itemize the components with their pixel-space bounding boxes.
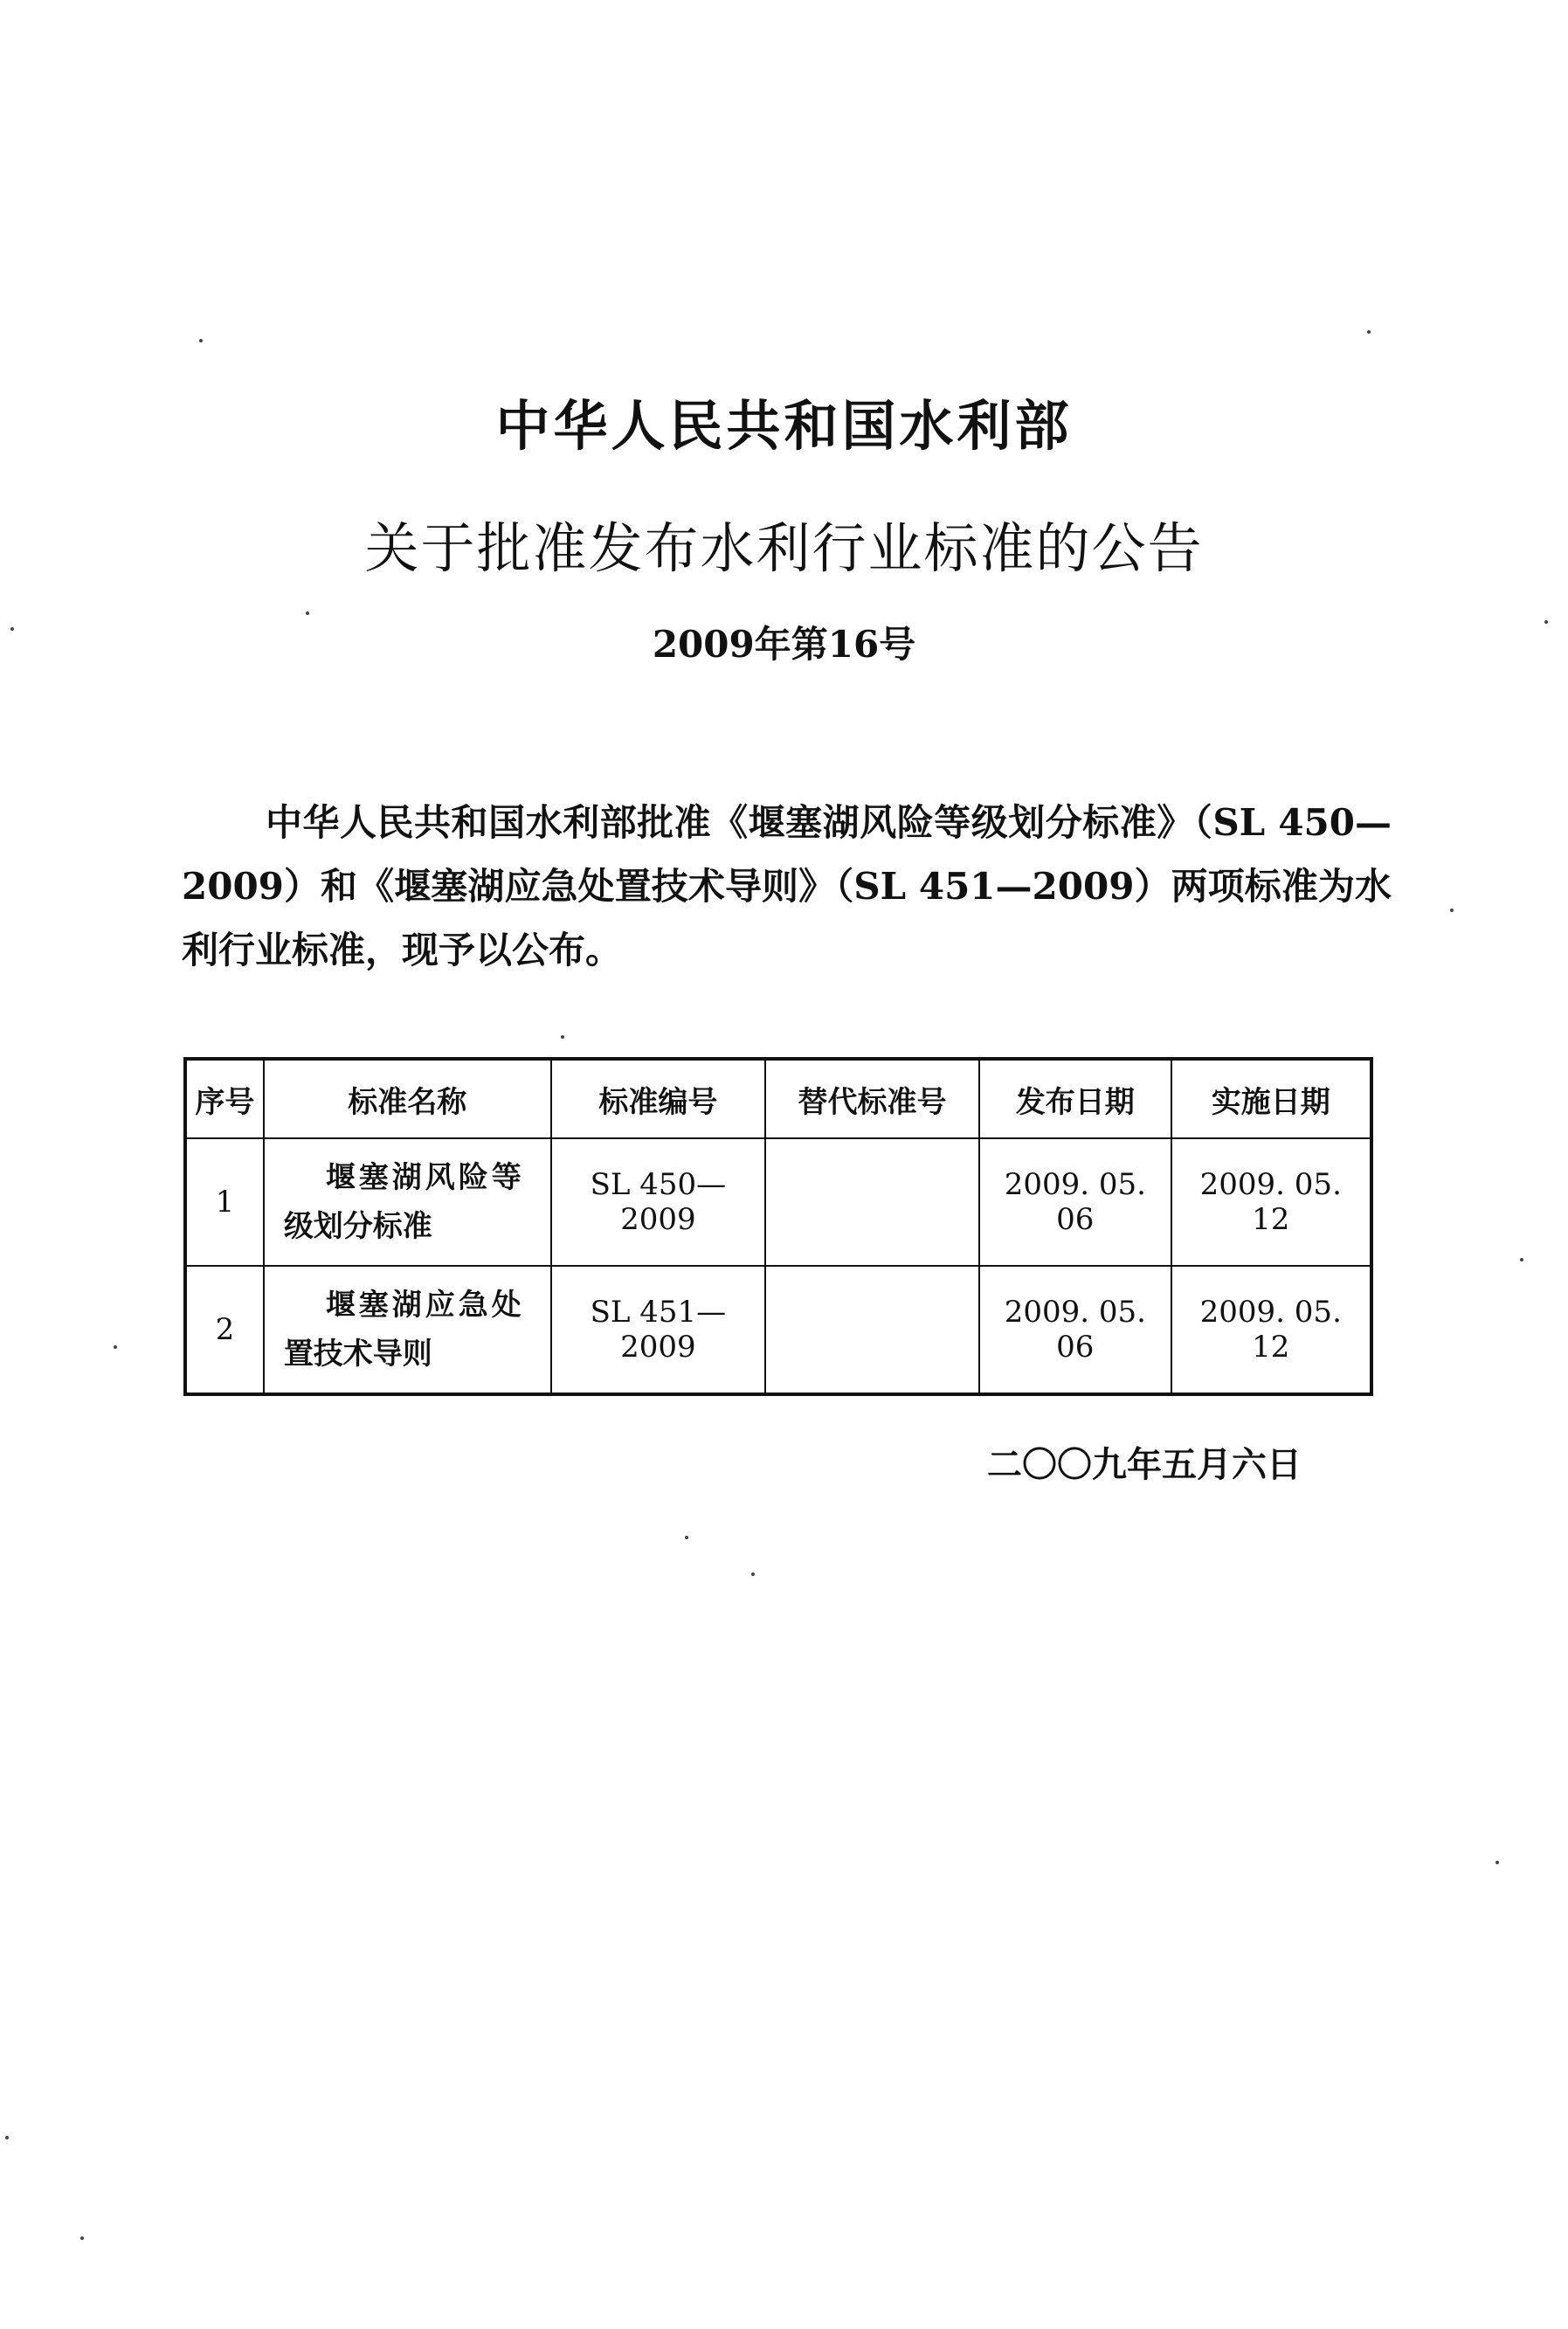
row-name-line2: 置技术导则: [283, 1337, 432, 1372]
announcement-body: [182, 791, 1392, 982]
row-code: SL 450—2009: [551, 1138, 765, 1266]
row-name-line2: 级划分标准: [283, 1209, 432, 1244]
issuer-heading: 中华人民共和国水利部: [495, 394, 1073, 458]
scan-speck: [199, 339, 203, 342]
scan-speck: [1367, 330, 1371, 334]
document-number: 2009年第16号: [652, 623, 916, 666]
row-name: [264, 1138, 551, 1266]
scan-speck: [1520, 1258, 1523, 1261]
row-code: SL 451—2009: [551, 1266, 765, 1394]
row-publish-date: 2009. 05. 06: [979, 1266, 1171, 1394]
row-effective-date: 2009. 05. 12: [1171, 1138, 1371, 1266]
standards-table: [183, 1057, 1373, 1396]
row-publish-date: 2009. 05. 06: [979, 1138, 1171, 1266]
row-replaces: [765, 1138, 979, 1266]
header-index: 序号: [185, 1059, 264, 1138]
header-code: 标准编号: [551, 1059, 765, 1138]
scan-speck: [5, 2136, 9, 2139]
row-name-line1: 堰塞湖应急处: [325, 1288, 525, 1323]
row-index: 2: [185, 1266, 264, 1394]
header-replaces: 替代标准号: [765, 1059, 979, 1138]
scan-speck: [1495, 1861, 1499, 1864]
scan-speck: [306, 612, 309, 615]
table-header-row: [185, 1059, 1371, 1138]
header-name: 标准名称: [264, 1059, 551, 1138]
row-effective-date: 2009. 05. 12: [1171, 1266, 1371, 1394]
scan-speck: [561, 1035, 564, 1039]
scan-speck: [751, 1572, 755, 1576]
table-row: [185, 1138, 1371, 1266]
scan-speck: [10, 627, 14, 631]
row-name-line1: 堰塞湖风险等: [325, 1160, 525, 1195]
scan-speck: [80, 2236, 84, 2240]
scan-speck: [1450, 909, 1454, 912]
header-publish-date: 发布日期: [979, 1059, 1171, 1138]
scan-speck: [685, 1536, 688, 1539]
signature-date: 二〇〇九年五月六日: [987, 1445, 1302, 1485]
header-effective-date: 实施日期: [1171, 1059, 1371, 1138]
row-replaces: [765, 1266, 979, 1394]
announcement-title: 关于批准发布水利行业标准的公告: [364, 516, 1204, 580]
scan-speck: [114, 1345, 117, 1349]
body-paragraph: 中华人民共和国水利部批准《堰塞湖风险等级划分标准》（SL 450—2009）和《堰塞湖应急处置技术导则》（SL 451—2009）两项标准为水利行业标准，现予以公布。: [182, 801, 1392, 971]
row-name: [264, 1266, 551, 1394]
scan-speck: [1544, 620, 1548, 624]
table-row: [185, 1266, 1371, 1394]
row-index: 1: [185, 1138, 264, 1266]
